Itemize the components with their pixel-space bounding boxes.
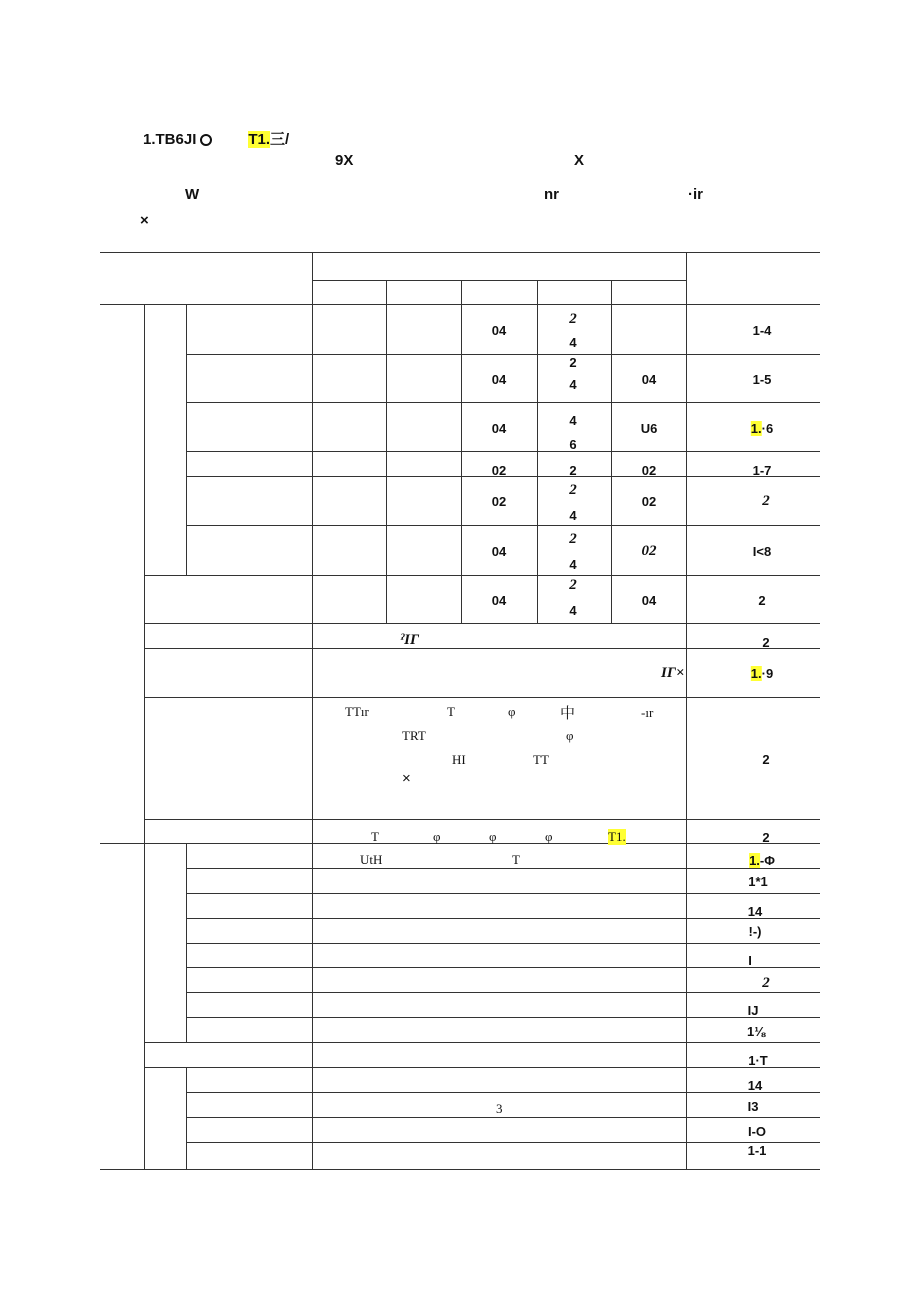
col-line (144, 843, 145, 1169)
cell-s10-right: 14 (747, 1078, 763, 1093)
cell-r11-right: 2 (762, 830, 770, 845)
row-line (186, 1142, 820, 1143)
cell-r11-a: T (371, 829, 379, 844)
cell-r2-right: 1-5 (752, 372, 772, 387)
table-top-border (100, 252, 820, 253)
col-line (386, 280, 387, 623)
header-sub-line (312, 280, 686, 281)
cell-r6-c3: 04 (491, 544, 507, 559)
cell-r3-c5: U6 (640, 421, 658, 436)
cell-r2-c3: 04 (491, 372, 507, 387)
cell-s1-b: T (512, 852, 520, 867)
cell-r4-right: 1-7 (752, 463, 772, 478)
header-line-3-a: W (185, 186, 200, 203)
cell-s7-right: IJ (747, 1003, 759, 1018)
cell-r8-right: 2 (762, 635, 770, 650)
cell-r6-c4a: 2 (569, 531, 577, 547)
cell-text: ·6 (761, 421, 774, 436)
cell-r8-mid: ˀIΓ (400, 632, 420, 648)
header-line-2-right: X (574, 152, 585, 169)
header-bottom-line (100, 304, 820, 305)
row-line (186, 402, 820, 403)
col-line (461, 280, 462, 623)
cell-r7-c5: 04 (641, 593, 657, 608)
cell-r5-right: 2 (762, 493, 770, 509)
header-line-3-b: nr (544, 186, 559, 203)
row-line (186, 1092, 820, 1093)
cell-r11-b: φ (433, 829, 441, 844)
highlight: 1. (749, 853, 760, 868)
cell-r4-c5: 02 (641, 463, 657, 478)
table-bottom-border (100, 1169, 820, 1170)
cell-text: -Φ (759, 853, 775, 868)
cell-r10-t3b: TT (533, 752, 549, 767)
row-line (186, 893, 820, 894)
cell-r2-c4a: 2 (569, 355, 577, 370)
cell-text: ·9 (761, 666, 774, 681)
cell-r2-c5: 04 (641, 372, 657, 387)
row-line (144, 648, 820, 649)
header-line-3-c: ·ir (688, 186, 703, 203)
row-line (186, 354, 820, 355)
cell-s6-right: 2 (762, 975, 770, 991)
col-line (537, 280, 538, 623)
cell-r5-c4a: 2 (569, 482, 577, 498)
cell-r3-c4a: 4 (569, 413, 577, 428)
highlight: 1. (750, 421, 762, 436)
cell-r10-right: 2 (762, 752, 770, 767)
cell-r7-c4a: 2 (569, 577, 577, 593)
cell-s12-right: I-O (747, 1124, 767, 1139)
highlight: 1. (750, 666, 762, 681)
header-text-a: 1.TB6JI (143, 131, 197, 148)
cell-r7-c4b: 4 (569, 603, 577, 618)
cell-r10-t1b: T (447, 704, 455, 719)
cell-r5-c3: 02 (491, 494, 507, 509)
cell-s9-right: 1·T (748, 1053, 768, 1068)
row-line (144, 1067, 820, 1068)
cell-r11-e: T1. (608, 829, 626, 844)
cell-r10-t2b: φ (566, 728, 574, 743)
header-line-2-left: 9X (335, 152, 354, 169)
cell-r3-right (751, 421, 773, 436)
cell-s5-right: I (748, 953, 752, 968)
cell-r11-c: φ (489, 829, 497, 844)
row-line (186, 868, 820, 869)
col-line (144, 304, 145, 843)
cell-r10-t4a: × (402, 770, 411, 787)
col-line (186, 843, 187, 1042)
header-text-b: 三/ (270, 131, 290, 148)
cell-r7-right: 2 (758, 593, 766, 608)
cell-s1-a: UtH (360, 852, 383, 867)
header-line-4: × (140, 212, 149, 229)
header-highlight: T1. (248, 131, 271, 148)
cell-s3-right: 14 (747, 904, 763, 919)
cell-s11-mid: 3 (496, 1101, 503, 1116)
row-line (144, 819, 820, 820)
cell-r10-t1e: -ır (641, 705, 654, 720)
row-line (186, 451, 820, 452)
cell-r1-right: 1-4 (752, 323, 772, 338)
row-line (144, 575, 820, 576)
row-line (186, 918, 820, 919)
cell-s11-right: I3 (747, 1099, 759, 1114)
col-line (611, 280, 612, 623)
cell-r10-t3a: HI (452, 752, 466, 767)
row-line (144, 697, 820, 698)
row-line (144, 1042, 820, 1043)
cell-s8-right: 1⅛ (746, 1024, 766, 1039)
cell-s13-right: 1-1 (747, 1143, 767, 1158)
cell-r2-c4b: 4 (569, 377, 577, 392)
cell-r6-c5: 02 (641, 543, 657, 559)
cell-r9-right (751, 666, 773, 681)
row-line (186, 525, 820, 526)
cell-r5-c5: 02 (641, 494, 657, 509)
cell-r7-c3: 04 (491, 593, 507, 608)
cell-r5-c4b: 4 (569, 508, 577, 523)
cell-r10-t2a: TRT (402, 728, 426, 743)
col-line (686, 252, 687, 1169)
cell-s4-right: !-) (748, 924, 762, 939)
cell-s2-right: 1*1 (748, 874, 768, 889)
row-line (144, 623, 820, 624)
cell-r10-t1a: TTır (345, 704, 369, 719)
cell-r1-c4a: 2 (569, 311, 577, 327)
row-line (186, 992, 820, 993)
cell-r3-c3: 04 (491, 421, 507, 436)
col-line (186, 1067, 187, 1169)
section-divider (100, 843, 820, 844)
cell-r6-c4b: 4 (569, 557, 577, 572)
cell-r4-c3: 02 (491, 463, 507, 478)
cell-r10-t1c: φ (508, 704, 516, 719)
row-line (186, 1017, 820, 1018)
cell-r9-mid: IΓ× (661, 665, 685, 681)
col-line (186, 304, 187, 575)
cell-r3-c4b: 6 (569, 437, 577, 452)
row-line (186, 967, 820, 968)
header-line-1 (143, 128, 289, 149)
col-line (312, 252, 313, 1169)
cell-r6-right: I<8 (752, 544, 772, 559)
row-line (186, 943, 820, 944)
circle-icon (200, 134, 212, 146)
cell-s1-right (749, 853, 775, 868)
row-line (186, 1117, 820, 1118)
cell-r1-c3: 04 (491, 323, 507, 338)
cell-r11-d: φ (545, 829, 553, 844)
cell-r4-c4: 2 (569, 463, 577, 478)
cell-r10-t1d: 中 (560, 705, 576, 722)
cell-r1-c4b: 4 (569, 335, 577, 350)
